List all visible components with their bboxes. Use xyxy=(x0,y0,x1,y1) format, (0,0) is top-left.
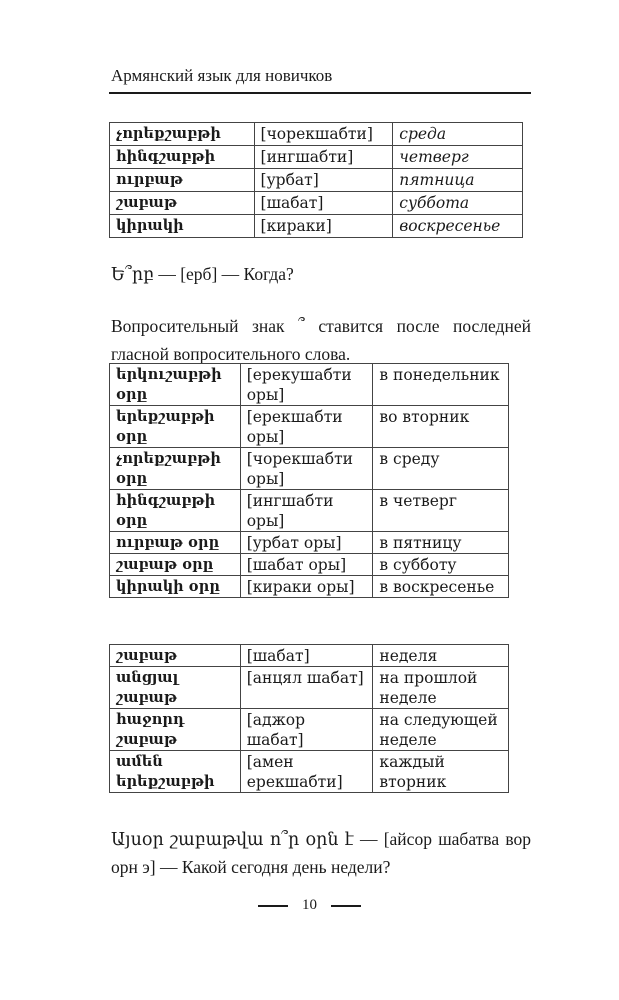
table-row xyxy=(110,667,509,709)
transcription: [чорекшабти оры] xyxy=(240,448,373,490)
table-row xyxy=(110,123,523,146)
translation: неделя xyxy=(373,645,509,667)
transcription: [шабат оры] xyxy=(240,554,373,576)
transcription: [ингшабти] xyxy=(254,146,393,169)
translation: каждый вторник xyxy=(373,751,509,793)
table-row xyxy=(110,645,509,667)
armenian-word: երեքշաբթի օրը xyxy=(110,406,241,448)
translation: на следующей неделе xyxy=(373,709,509,751)
page-footer xyxy=(0,897,619,914)
armenian-word: ամեն երեքշաբթի xyxy=(110,751,241,793)
transcription: [ерекшабти оры] xyxy=(240,406,373,448)
footer-dash-right xyxy=(331,905,361,907)
armenian-word: երկուշաբթի օրը xyxy=(110,364,241,406)
translation: во вторник xyxy=(373,406,509,448)
transcription: [урбат оры] xyxy=(240,532,373,554)
transcription: [кираки оры] xyxy=(240,576,373,598)
transcription: [чорекшабти] xyxy=(254,123,393,146)
translation: на прошлой неделе xyxy=(373,667,509,709)
translation: воскресенье xyxy=(393,215,523,238)
table-row xyxy=(110,448,509,490)
armenian-word: շաբաթ xyxy=(110,645,241,667)
footer-dash-left xyxy=(258,905,288,907)
transcription: [амен ерекшабти] xyxy=(240,751,373,793)
rule-paragraph: Вопросительный знак ՞ ставится после последней гласной вопросительного слова. xyxy=(111,316,531,364)
translation: в пятницу xyxy=(373,532,509,554)
translation: в четверг xyxy=(373,490,509,532)
table-row xyxy=(110,576,509,598)
table-row xyxy=(110,192,523,215)
armenian-word: չորեքշաբթի օրը xyxy=(110,448,241,490)
transcription: [анцял шабат] xyxy=(240,667,373,709)
transcription: [аджор шабат] xyxy=(240,709,373,751)
question-which-day: Այսօր շաբաթվա ո՞ր օրն է — [айсор шабатва вор орн э] — Какой сегодня день недели? xyxy=(111,829,531,877)
translation: пятница xyxy=(393,169,523,192)
week-phrases-table xyxy=(109,644,509,793)
on-weekday-table xyxy=(109,363,509,598)
table-row xyxy=(110,532,509,554)
translation: суббота xyxy=(393,192,523,215)
transcription: [шабат] xyxy=(240,645,373,667)
running-header: Армянский язык для новичков xyxy=(111,66,333,85)
armenian-word: շաբաթ xyxy=(110,192,255,215)
header-rule xyxy=(109,92,531,94)
table-row xyxy=(110,146,523,169)
armenian-word: կիրակի xyxy=(110,215,255,238)
transcription: [ингшабти оры] xyxy=(240,490,373,532)
translation: в субботу xyxy=(373,554,509,576)
armenian-word: հինգշաբթի xyxy=(110,146,255,169)
table-row xyxy=(110,215,523,238)
transcription: [шабат] xyxy=(254,192,393,215)
transcription: [кираки] xyxy=(254,215,393,238)
translation: в среду xyxy=(373,448,509,490)
armenian-word: շաբաթ օրը xyxy=(110,554,241,576)
translation: в понедельник xyxy=(373,364,509,406)
table-row xyxy=(110,709,509,751)
armenian-word: կիրակի օրը xyxy=(110,576,241,598)
transcription: [урбат] xyxy=(254,169,393,192)
translation: среда xyxy=(393,123,523,146)
table-row xyxy=(110,364,509,406)
table-row xyxy=(110,406,509,448)
armenian-word: չորեքշաբթի xyxy=(110,123,255,146)
table-row xyxy=(110,169,523,192)
transcription: [ерекушабти оры] xyxy=(240,364,373,406)
armenian-word: ուրբաթ xyxy=(110,169,255,192)
table-row xyxy=(110,554,509,576)
table-row xyxy=(110,490,509,532)
table-row xyxy=(110,751,509,793)
armenian-word: անցյալ շաբաթ xyxy=(110,667,241,709)
translation: в воскресенье xyxy=(373,576,509,598)
armenian-word: հինգշաբթի օրը xyxy=(110,490,241,532)
armenian-word: ուրբաթ օրը xyxy=(110,532,241,554)
weekdays-table xyxy=(109,122,523,238)
page-number: 10 xyxy=(302,897,317,913)
translation: четверг xyxy=(393,146,523,169)
armenian-word: հաջորդ շաբաթ xyxy=(110,709,241,751)
question-when: Ե՞րբ — [ерб] — Когда? xyxy=(111,264,294,284)
